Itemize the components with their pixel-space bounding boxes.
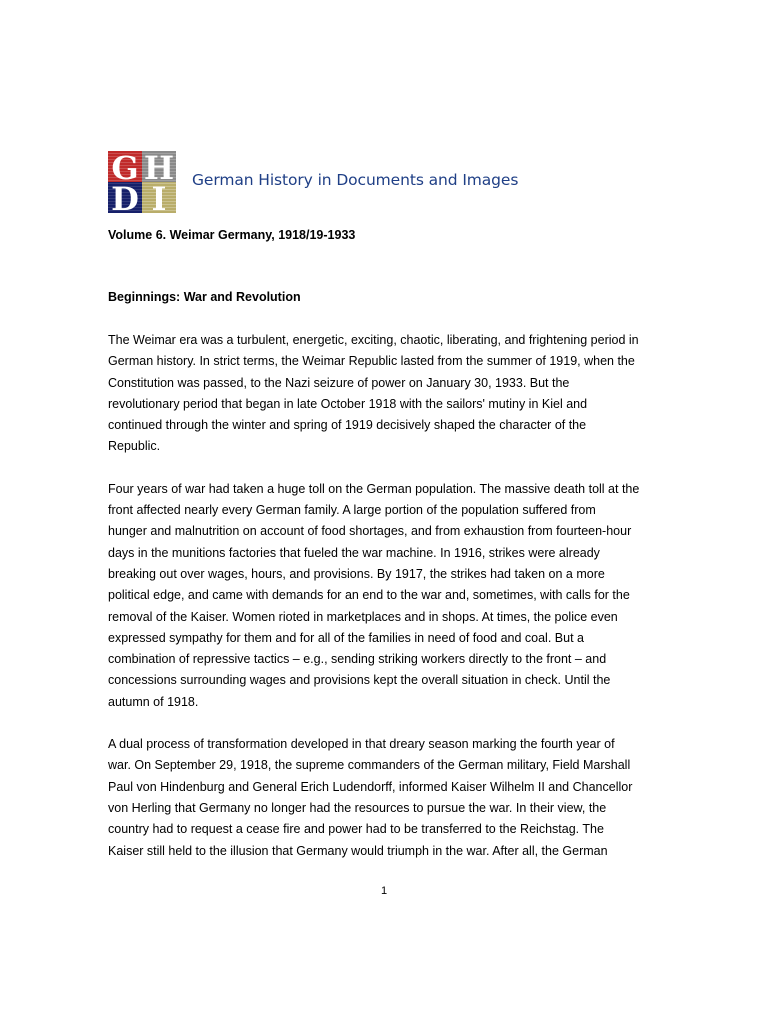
logo-letter-d: D <box>111 180 139 213</box>
paragraph <box>108 330 668 458</box>
text-line: Paul von Hindenburg and General Erich Ludendorff, informed Kaiser Wilhelm II and Chancellor <box>108 779 633 794</box>
paragraph <box>108 734 668 862</box>
body-text <box>108 330 668 883</box>
text-line: Four years of war had taken a huge toll on the German population. The massive death toll at the <box>108 481 640 496</box>
text-line: Republic. <box>108 439 161 454</box>
text-line: A dual process of transformation developed in that dreary season marking the fourth year of <box>108 737 615 752</box>
text-line: war. On September 29, 1918, the supreme commanders of the German military, Field Marshall <box>108 758 631 773</box>
ghdi-header <box>108 151 518 213</box>
text-line: von Herling that Germany no longer had the resources to pursue the war. In their view, the <box>108 800 607 815</box>
text-line: removal of the Kaiser. Women rioted in marketplaces and in shops. At times, the police even <box>108 609 618 624</box>
text-line: autumn of 1918. <box>108 694 199 709</box>
ghdi-logo <box>108 151 176 213</box>
text-line: political edge, and came with demands for an end to the war and, sometimes, with calls for the <box>108 588 630 603</box>
text-line: country had to request a cease fire and power had to be transferred to the Reichstag. The <box>108 822 604 837</box>
logo-letter-h: H <box>143 151 175 187</box>
volume-heading: Volume 6. Weimar Germany, 1918/19-1933 <box>108 228 356 242</box>
text-line: days in the munitions factories that fueled the war machine. In 1916, strikes were already <box>108 545 600 560</box>
text-line: The Weimar era was a turbulent, energetic, exciting, chaotic, liberating, and frightening period in <box>108 333 639 347</box>
text-line: concessions surrounding wages and provisions kept the overall situation in check. Until the <box>108 673 611 688</box>
logo-title: German History in Documents and Images <box>192 171 519 189</box>
logo-letter-g: G <box>111 151 139 187</box>
text-line: Constitution was passed, to the Nazi seizure of power on January 30, 1933. But the <box>108 375 570 390</box>
text-line: front affected nearly every German family. A large portion of the population suffered from <box>108 503 596 518</box>
text-line: Kaiser still held to the illusion that Germany would triumph in the war. After all, the German <box>108 843 608 858</box>
text-line: breaking out over wages, hours, and provisions. By 1917, the strikes had taken on a more <box>108 566 605 581</box>
section-title: Beginnings: War and Revolution <box>108 290 301 304</box>
text-line: expressed sympathy for them and for all of the families in need of food and coal. But a <box>108 630 584 645</box>
page-number: 1 <box>380 885 388 897</box>
text-line: hunger and malnutrition on account of food shortages, and from exhaustion from fourteen-hour <box>108 524 632 539</box>
paragraph <box>108 479 668 713</box>
text-line: combination of repressive tactics – e.g., sending striking workers directly to the front – and <box>108 652 607 667</box>
logo-letter-i: I <box>151 180 167 213</box>
text-line: German history. In strict terms, the Weimar Republic lasted from the summer of 1919, when the <box>108 354 635 369</box>
text-line: revolutionary period that began in late October 1918 with the sailors' mutiny in Kiel and <box>108 396 588 411</box>
text-line: continued through the winter and spring of 1919 decisively shaped the character of the <box>108 418 587 433</box>
